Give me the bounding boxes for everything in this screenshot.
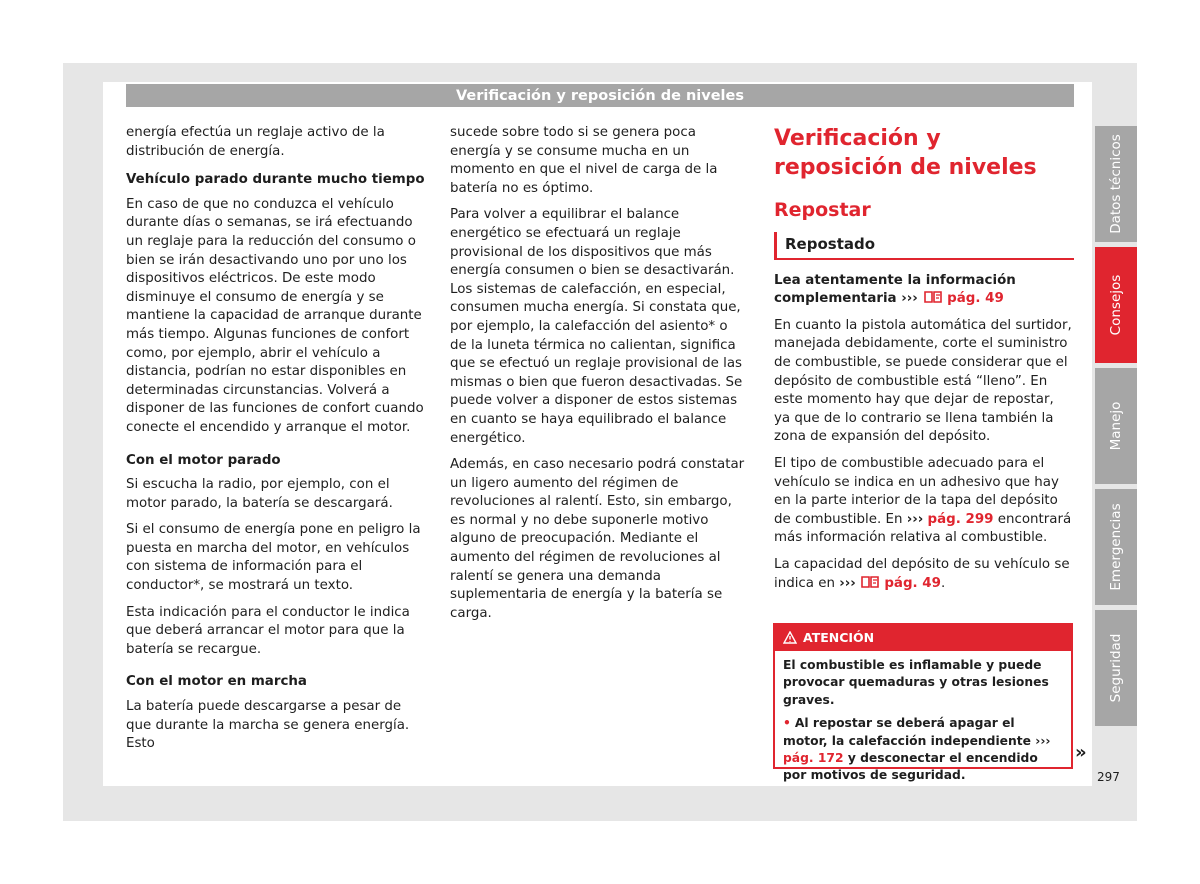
- paragraph: Esta indicación para el conductor le indica que deberá arrancar el motor para que la batería se recargue.: [126, 604, 410, 657]
- intro-reference: [774, 272, 1074, 309]
- tab-seguridad[interactable]: [1095, 610, 1137, 726]
- column-left: [126, 124, 428, 762]
- text: encontrará más información relativa al combustible.: [774, 511, 1072, 546]
- heading-parked-vehicle: Vehículo parado durante mucho tiempo: [126, 172, 425, 188]
- heading-engine-off: Con el motor parado: [126, 452, 281, 468]
- warning-bullet-item: [783, 715, 1063, 785]
- paragraph-fuel-type: [774, 455, 1074, 548]
- arrows: ›››: [1035, 733, 1051, 748]
- text: Al repostar se deberá apagar el motor, la calefacción independiente: [783, 716, 1031, 748]
- page-link[interactable]: pág. 49: [884, 575, 941, 591]
- paragraph: La batería puede descargarse a pesar de que durante la marcha se genera energía. Esto: [126, 699, 410, 752]
- tab-emergencias[interactable]: [1095, 489, 1137, 605]
- column-right: [774, 124, 1074, 601]
- tab-consejos[interactable]: [1095, 247, 1137, 363]
- arrows: ›››: [839, 575, 856, 591]
- section-title: Repostar: [774, 199, 871, 221]
- column-middle: [450, 124, 748, 631]
- paragraph-tank-capacity: [774, 556, 1074, 593]
- subsection-title: Repostado: [774, 232, 1074, 260]
- page-link[interactable]: pág. 299: [927, 511, 994, 527]
- tab-label: Seguridad: [1108, 633, 1124, 703]
- book-reference-icon: [923, 290, 943, 304]
- bullet: •: [783, 716, 791, 731]
- tab-datos-tecnicos[interactable]: [1095, 126, 1137, 242]
- text: y desconectar el encendido por motivos de seguridad.: [783, 751, 1038, 783]
- warning-box: [773, 623, 1073, 783]
- tab-label: Manejo: [1108, 401, 1124, 451]
- paragraph: Para volver a equilibrar el balance energético se efectuará un reglaje provisional de los dispositivos que más energía consumen o bien se desactivarán. Los sistemas de calefacción, en especial, consumen mucha energía. Si constata que, por ejemplo, la calefacción del asiento* o de la luneta térmica no calientan, significa que se efectuó un reglaje provisional de las mismas o bien que fueron desactivadas. Se puede volver a disponer de estos sistemas en cuanto se haya equilibrado el balance energético.: [450, 207, 743, 446]
- page-link[interactable]: pág. 49: [947, 291, 1004, 307]
- paragraph: energía efectúa un reglaje activo de la distribución de energía.: [126, 125, 385, 159]
- warning-text: El combustible es inflamable y puede provocar quemaduras y otras lesiones graves.: [783, 658, 1049, 707]
- warning-body: [775, 651, 1071, 785]
- paragraph: Si escucha la radio, por ejemplo, con el motor parado, la batería se descargará.: [126, 477, 393, 511]
- continuation-mark: »: [1075, 742, 1087, 763]
- lead-text: Lea atentamente la información complementaria: [774, 272, 1016, 307]
- arrows: ›››: [901, 291, 918, 307]
- warning-title: ATENCIÓN: [803, 630, 875, 645]
- warning-header: [775, 625, 1071, 651]
- tab-manejo[interactable]: [1095, 368, 1137, 484]
- paragraph: sucede sobre todo si se genera poca energía y se consume mucha en un momento en que el nivel de carga de la batería no es óptimo.: [450, 125, 718, 196]
- chapter-title: Verificación y reposición de niveles: [774, 126, 1037, 180]
- tab-label: Consejos: [1108, 274, 1124, 336]
- running-header: Verificación y reposición de niveles: [126, 84, 1074, 107]
- paragraph: Además, en caso necesario podrá constatar un ligero aumento del régimen de revoluciones al ralentí. Esto, sin embargo, es normal y no debe suponerle motivo alguno de preocupación. Mediante el aumento del régimen de revoluciones al ralentí se genera una demanda suplementaria de energía y la batería se carga.: [450, 457, 745, 621]
- paragraph: Si el consumo de energía pone en peligro la puesta en marcha del motor, en vehículos con sistema de información para el conductor*, se mostrará un texto.: [126, 522, 421, 594]
- text: El tipo de combustible adecuado para el vehículo se indica en un adhesivo que hay en la parte interior de la tapa del depósito de combustible. En: [774, 455, 1059, 527]
- text: La capacidad del depósito de su vehículo se indica en: [774, 556, 1070, 591]
- paragraph: En caso de que no conduzca el vehículo durante días o semanas, se irá efectuando un reglaje para la reducción del consumo o bien se irán desactivando uno por uno los dispositivos eléctricos. De este modo disminuye el consumo de energía y se mantiene la capacidad de arranque durante más tiempo. Algunas funciones de confort como, por ejemplo, abrir el vehículo a distancia, podrían no estar disponibles en determinadas circunstancias. Volverá a disponer de las funciones de confort cuando conecte el encendido y arranque el motor.: [126, 196, 424, 435]
- arrows: ›››: [906, 511, 924, 527]
- page-number: 297: [1097, 770, 1120, 784]
- page-link[interactable]: pág. 172: [783, 751, 844, 766]
- tab-label: Datos técnicos: [1108, 134, 1124, 234]
- heading-engine-running: Con el motor en marcha: [126, 674, 307, 690]
- tab-label: Emergencias: [1108, 503, 1124, 591]
- paragraph: En cuanto la pistola automática del surtidor, manejada debidamente, corte el suministro de combustible, se puede considerar que el depósito de combustible está “lleno”. En este momento hay que dejar de repostar, ya que de lo contrario se llena también la zona de expansión del depósito.: [774, 317, 1072, 445]
- warning-triangle-icon: [783, 631, 797, 644]
- text: .: [940, 575, 946, 591]
- book-reference-icon: [860, 575, 880, 589]
